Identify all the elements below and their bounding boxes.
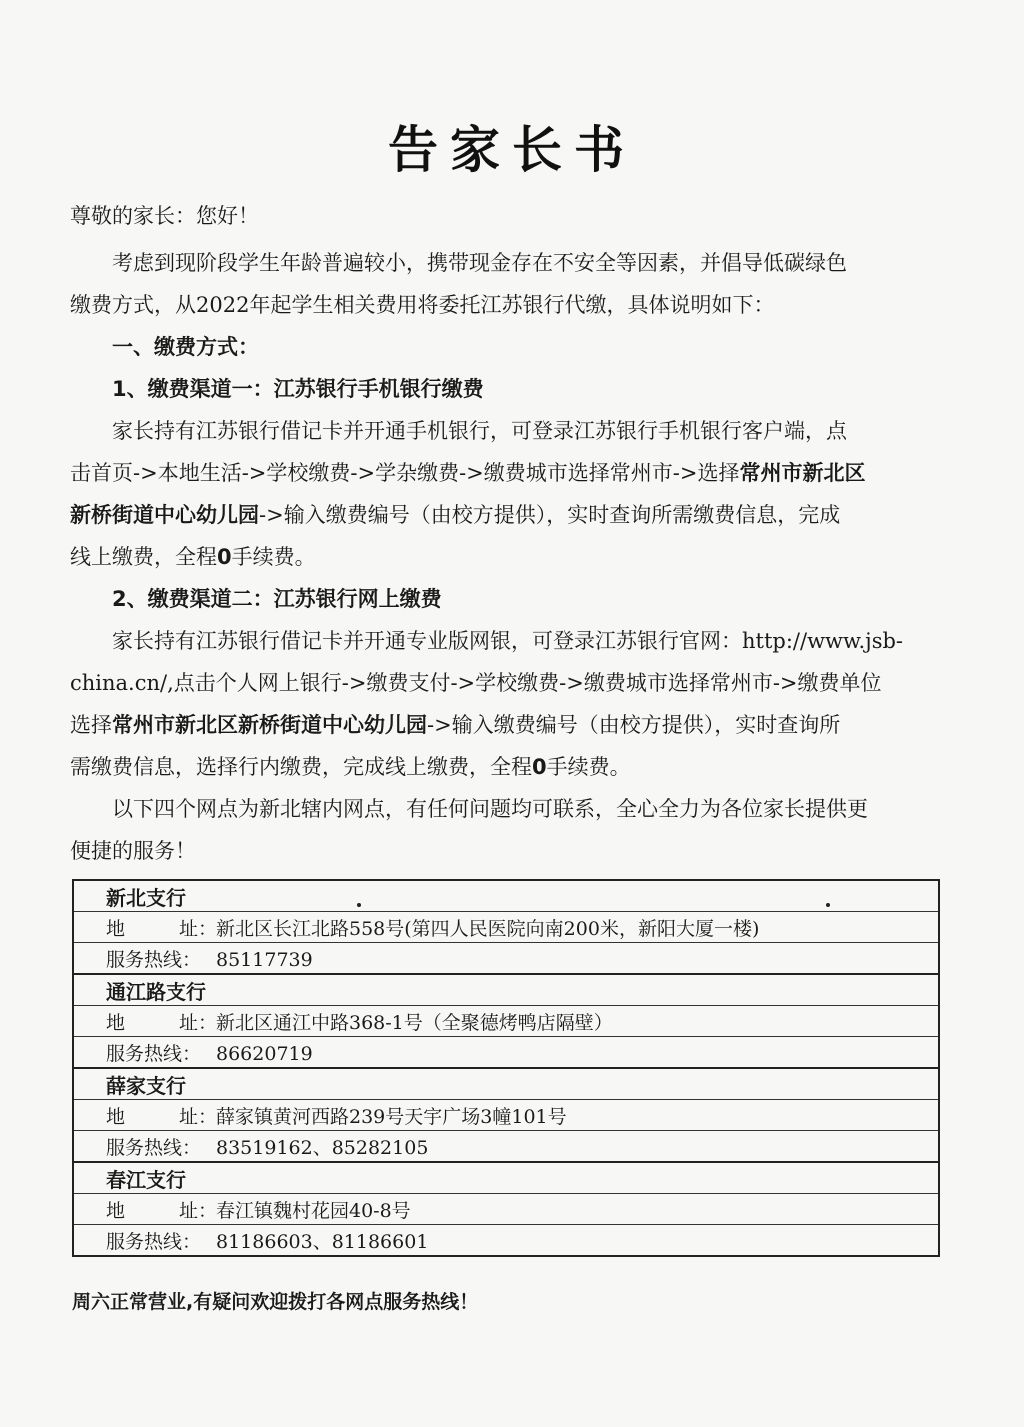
channel1-line-4-text: 线上缴费，全程 (70, 545, 217, 569)
channel2-school-name: 常州市新北区新桥街道中心幼儿园 (112, 713, 427, 737)
address-label: 地 址： (106, 917, 218, 940)
branch-address-row (73, 1100, 939, 1131)
branch-address: 新北区长江北路558号(第四人民医院向南200米，新阳大厦一楼) (216, 917, 760, 940)
section-heading-payment-method: 一、缴费方式： (112, 335, 259, 359)
greeting: 尊敬的家长：您好！ (70, 204, 259, 228)
branch-name-row (73, 880, 939, 912)
channel2-line-4 (70, 746, 950, 788)
branch-phone: 85117739 (216, 948, 313, 971)
hotline-label: 服务热线： (106, 1136, 202, 1159)
channel1-zero-fee: 0 (217, 545, 232, 569)
channel1-line-4 (70, 536, 950, 578)
outro-line-2: 便捷的服务！ (70, 839, 196, 863)
intro-line-1: 考虑到现阶段学生年龄普遍较小，携带现金存在不安全等因素，并倡导低碳绿色 (112, 251, 847, 275)
branch-address-row (73, 1194, 939, 1225)
branch-name-row (73, 974, 939, 1006)
branch-address: 新北区通江中路368-1号（全聚德烤鸭店隔壁） (216, 1011, 613, 1034)
channel2-line-3-text: 选择 (70, 713, 112, 737)
branch-phone-row (73, 1037, 939, 1069)
branch-phone-row (73, 1225, 939, 1257)
outro-line-1: 以下四个网点为新北辖内网点，有任何问题均可联系，全心全力为各位家长提供更 (112, 797, 868, 821)
branch-phone: 86620719 (216, 1042, 313, 1065)
stray-mark-dot (357, 903, 361, 907)
branch-address: 春江镇魏村花园40-8号 (216, 1199, 411, 1222)
address-label: 地 址： (106, 1011, 218, 1034)
channel2-zero-fee: 0 (532, 755, 547, 779)
channel2-line-3-end: ->输入缴费编号（由校方提供），实时查询所 (427, 713, 841, 737)
hotline-label: 服务热线： (106, 948, 202, 971)
branch-address: 薛家镇黄河西路239号天宇广场3幢101号 (216, 1105, 567, 1128)
branch-name: 新北支行 (106, 885, 186, 910)
channel1-heading: 1、缴费渠道一：江苏银行手机银行缴费 (112, 377, 484, 401)
channel2-line-4-text: 需缴费信息，选择行内缴费，完成线上缴费，全程 (70, 755, 532, 779)
branch-name: 春江支行 (73, 1162, 939, 1194)
branch-table (72, 879, 940, 1257)
channel2-line-1: 家长持有江苏银行借记卡并开通专业版网银，可登录江苏银行官网：http://www.jsb- (112, 629, 904, 653)
channel1-school-name-part2: 新桥街道中心幼儿园 (70, 503, 259, 527)
channel2-heading: 2、缴费渠道二：江苏银行网上缴费 (112, 587, 442, 611)
branch-name: 薛家支行 (73, 1068, 939, 1100)
branch-name: 通江路支行 (73, 974, 939, 1006)
channel2-line-2: china.cn/,点击个人网上银行->缴费支付->学校缴费->缴费城市选择常州市->缴费单位 (70, 671, 882, 695)
hotline-label: 服务热线： (106, 1042, 202, 1065)
hotline-label: 服务热线： (106, 1230, 202, 1253)
channel1-line-2 (70, 452, 950, 494)
channel1-line-3-text: ->输入缴费编号（由校方提供），实时查询所需缴费信息，完成 (259, 503, 841, 527)
address-label: 地 址： (106, 1105, 218, 1128)
channel1-line-2-text: 击首页->本地生活->学校缴费->学杂缴费->缴费城市选择常州市->选择 (70, 461, 740, 485)
intro-line-2: 缴费方式，从2022年起学生相关费用将委托江苏银行代缴，具体说明如下： (70, 293, 775, 317)
branch-name-row (73, 1162, 939, 1194)
branch-phone: 83519162、85282105 (216, 1136, 429, 1159)
branch-phone: 81186603、81186601 (216, 1230, 429, 1253)
page-title: 告家长书 (388, 121, 636, 179)
branch-phone-row (73, 1131, 939, 1163)
stray-mark-dot (826, 903, 830, 907)
branch-name-row (73, 1068, 939, 1100)
footer-note: 周六正常营业,有疑问欢迎拨打各网点服务热线！ (72, 1291, 479, 1313)
address-label: 地 址： (106, 1199, 218, 1222)
branch-address-row (73, 1006, 939, 1037)
channel1-school-name-part1: 常州市新北区 (739, 461, 866, 485)
channel1-line-3 (70, 494, 950, 536)
branch-address-row (73, 912, 939, 943)
channel2-line-4-end: 手续费。 (546, 755, 631, 779)
channel1-line-4-end: 手续费。 (231, 545, 316, 569)
branch-phone-row (73, 943, 939, 975)
channel1-line-1: 家长持有江苏银行借记卡并开通手机银行，可登录江苏银行手机银行客户端，点 (112, 419, 847, 443)
channel2-line-3 (70, 704, 950, 746)
